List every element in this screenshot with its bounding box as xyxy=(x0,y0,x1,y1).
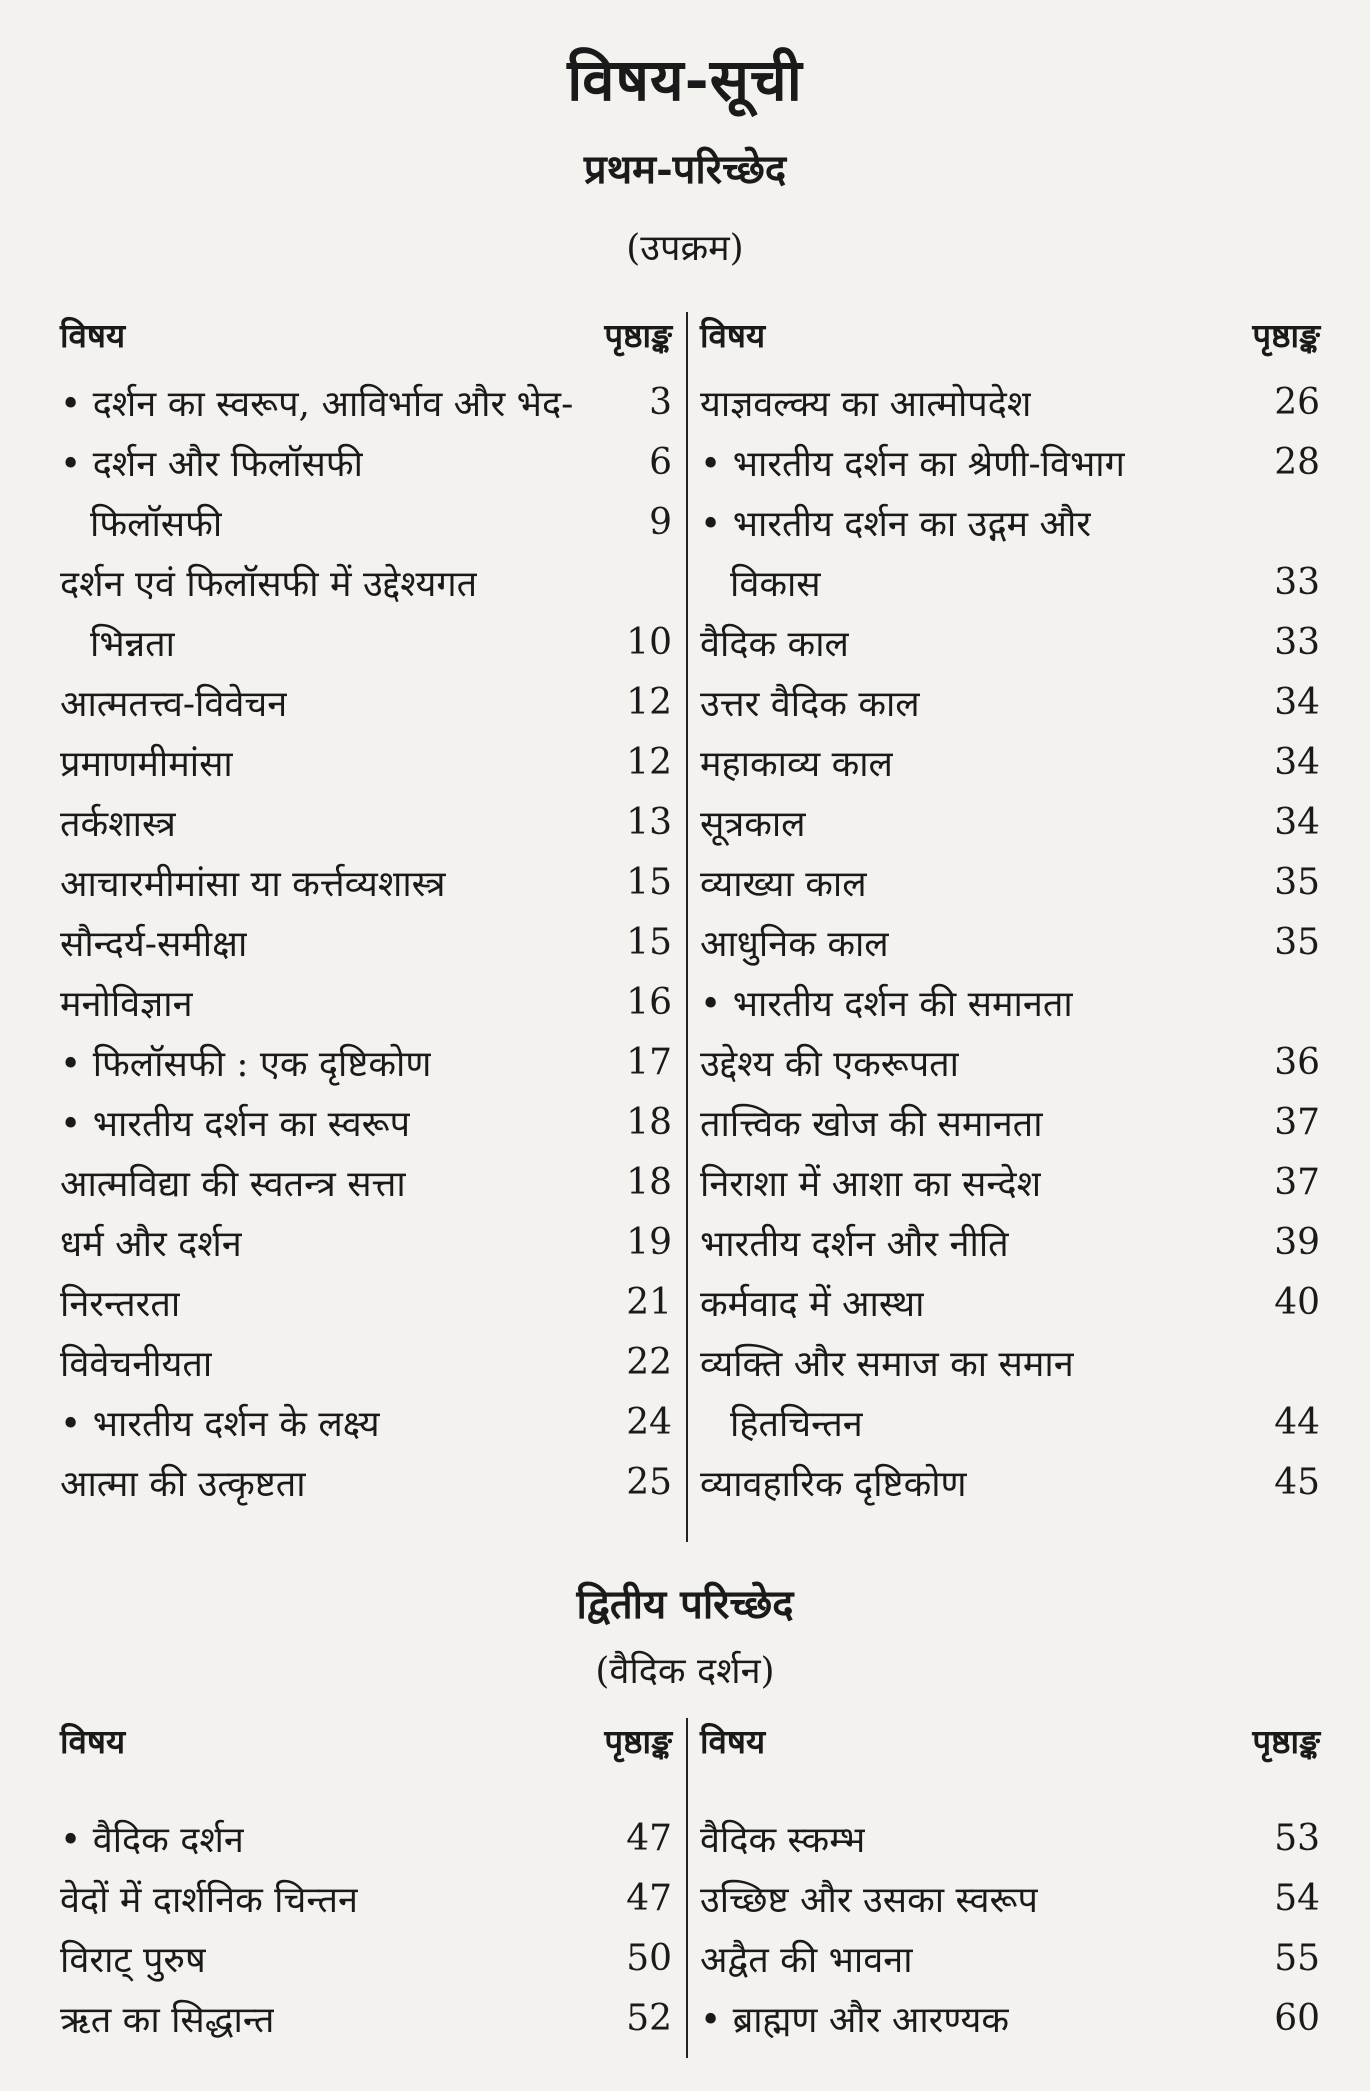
toc-entry-page: 3 xyxy=(649,381,672,423)
toc-entry-title: विकास xyxy=(730,563,821,605)
toc-entry xyxy=(60,1452,672,1512)
toc-entry xyxy=(700,1452,1320,1512)
toc-entry-page: 12 xyxy=(626,681,672,723)
toc-entry-page: 53 xyxy=(1274,1817,1320,1859)
toc-entry-title: याज्ञवल्क्य का आत्मोपदेश xyxy=(700,383,1032,425)
toc-entry-title: उद्देश्य की एकरूपता xyxy=(700,1043,960,1085)
toc-entry-page: 26 xyxy=(1274,381,1320,423)
toc-entry-page: 18 xyxy=(626,1101,672,1143)
column-header xyxy=(60,1718,672,1808)
toc-entry xyxy=(60,492,672,552)
section-1-right-column xyxy=(700,312,1320,1512)
toc-entry-title: • भारतीय दर्शन की समानता xyxy=(700,978,1073,1027)
toc-entry-page: 35 xyxy=(1274,921,1320,963)
toc-entry-title: सौन्दर्य-समीक्षा xyxy=(60,923,248,965)
toc-entry-title: भिन्नता xyxy=(90,623,175,665)
toc-entry-page: 21 xyxy=(626,1281,672,1323)
header-page: पृष्ठाङ्क xyxy=(1252,1722,1320,1761)
toc-entry xyxy=(700,492,1320,552)
toc-entry-title: मनोविज्ञान xyxy=(60,983,193,1025)
toc-entry-page: 55 xyxy=(1274,1937,1320,1979)
toc-entry xyxy=(60,1332,672,1392)
toc-entry-page: 45 xyxy=(1274,1461,1320,1503)
toc-entry-title: तात्त्विक खोज की समानता xyxy=(700,1103,1043,1145)
toc-entry xyxy=(700,372,1320,432)
toc-entry-page: 33 xyxy=(1274,561,1320,603)
toc-entry-title: अद्वैत की भावना xyxy=(700,1939,913,1981)
toc-entry-page: 34 xyxy=(1274,741,1320,783)
column-header xyxy=(700,312,1320,372)
toc-entry-title: • भारतीय दर्शन का उद्गम और xyxy=(700,498,1091,547)
toc-entry-title: आत्मविद्या की स्वतन्त्र सत्ता xyxy=(60,1163,406,1205)
toc-entry-page: 16 xyxy=(626,981,672,1023)
toc-entry-title: आचारमीमांसा या कर्त्तव्यशास्त्र xyxy=(60,863,446,905)
toc-entry-page: 34 xyxy=(1274,681,1320,723)
toc-entry-title: महाकाव्य काल xyxy=(700,743,893,785)
header-topic: विषय xyxy=(60,316,126,355)
toc-entry-title: ऋत का सिद्धान्त xyxy=(60,1999,275,2041)
toc-entry xyxy=(60,912,672,972)
toc-entry-title: कर्मवाद में आस्था xyxy=(700,1283,925,1325)
toc-entry-title: प्रमाणमीमांसा xyxy=(60,743,233,785)
toc-entry-title: • दर्शन और फिलॉसफी xyxy=(60,438,363,487)
toc-entry xyxy=(700,972,1320,1032)
toc-entry xyxy=(60,1092,672,1152)
toc-entry-title: तर्कशास्त्र xyxy=(60,803,176,845)
section-2-title: द्वितीय परिच्छेद xyxy=(576,1581,794,1628)
toc-entry-title: व्यावहारिक दृष्टिकोण xyxy=(700,1463,967,1505)
toc-entry-page: 44 xyxy=(1274,1401,1320,1443)
toc-entry-title: निरन्तरता xyxy=(60,1283,181,1325)
toc-entry-page: 52 xyxy=(626,1997,672,2039)
toc-entry-title: हितचिन्तन xyxy=(730,1403,863,1445)
toc-entry-page: 6 xyxy=(649,441,672,483)
toc-entry-page: 35 xyxy=(1274,861,1320,903)
column-header xyxy=(700,1718,1320,1808)
toc-entry xyxy=(60,552,672,612)
toc-entry-page: 60 xyxy=(1274,1997,1320,2039)
toc-entry xyxy=(700,612,1320,672)
toc-entry xyxy=(60,1272,672,1332)
toc-entry-page: 15 xyxy=(626,921,672,963)
toc-entry xyxy=(60,612,672,672)
toc-entry-page: 34 xyxy=(1274,801,1320,843)
section-1-left-column xyxy=(60,312,672,1512)
toc-entry xyxy=(700,852,1320,912)
toc-entry-page: 28 xyxy=(1274,441,1320,483)
toc-entry-page: 37 xyxy=(1274,1101,1320,1143)
toc-entry-page: 17 xyxy=(626,1041,672,1083)
toc-entry-title: • भारतीय दर्शन के लक्ष्य xyxy=(60,1398,380,1447)
section-2-left-column xyxy=(60,1718,672,2048)
toc-entry-title: उच्छिष्ट और उसका स्वरूप xyxy=(700,1879,1038,1921)
toc-entry xyxy=(700,1272,1320,1332)
header-page: पृष्ठाङ्क xyxy=(604,1722,672,1761)
toc-entry-title: वैदिक काल xyxy=(700,623,849,665)
toc-entry-page: 22 xyxy=(626,1341,672,1383)
header-page: पृष्ठाङ्क xyxy=(604,316,672,355)
toc-entry-title: आत्मतत्त्व-विवेचन xyxy=(60,683,288,725)
toc-entry-title: उत्तर वैदिक काल xyxy=(700,683,920,725)
toc-entry-title: धर्म और दर्शन xyxy=(60,1223,242,1265)
toc-entry-title: • भारतीय दर्शन का स्वरूप xyxy=(60,1098,410,1147)
toc-entry xyxy=(60,732,672,792)
toc-entry-page: 25 xyxy=(626,1461,672,1503)
toc-entry xyxy=(700,1032,1320,1092)
toc-entry-page: 13 xyxy=(626,801,672,843)
toc-entry xyxy=(60,432,672,492)
toc-entry xyxy=(60,1392,672,1452)
toc-entry xyxy=(700,1392,1320,1452)
header-topic: विषय xyxy=(60,1722,126,1761)
section-2-subtitle: (वैदिक दर्शन) xyxy=(595,1651,775,1692)
toc-entry-page: 24 xyxy=(626,1401,672,1443)
toc-entry xyxy=(700,552,1320,612)
toc-entry-page: 33 xyxy=(1274,621,1320,663)
toc-entry xyxy=(60,792,672,852)
toc-entry-title: फिलॉसफी xyxy=(90,503,223,545)
toc-entry xyxy=(700,1808,1320,1868)
toc-entry xyxy=(700,1928,1320,1988)
toc-entry xyxy=(60,972,672,1032)
toc-entry-page: 10 xyxy=(626,621,672,663)
toc-entry xyxy=(60,1032,672,1092)
toc-entry xyxy=(60,372,672,432)
toc-entry xyxy=(60,1808,672,1868)
toc-entry xyxy=(700,792,1320,852)
toc-entry-title: आधुनिक काल xyxy=(700,923,889,965)
toc-entry-page: 18 xyxy=(626,1161,672,1203)
toc-entry-title: विराट् पुरुष xyxy=(60,1939,206,1981)
toc-entry-page: 15 xyxy=(626,861,672,903)
toc-entry xyxy=(700,912,1320,972)
toc-entry-page: 12 xyxy=(626,741,672,783)
toc-entry xyxy=(60,852,672,912)
toc-entry xyxy=(700,1868,1320,1928)
toc-entry xyxy=(60,1152,672,1212)
toc-entry-title: • वैदिक दर्शन xyxy=(60,1814,244,1863)
toc-entry-title: वैदिक स्कम्भ xyxy=(700,1819,866,1861)
toc-entry xyxy=(700,1212,1320,1272)
toc-entry-page: 50 xyxy=(626,1937,672,1979)
header-page: पृष्ठाङ्क xyxy=(1252,316,1320,355)
section-1-title: प्रथम-परिच्छेद xyxy=(583,146,787,193)
toc-entry xyxy=(60,1988,672,2048)
toc-entry xyxy=(700,1332,1320,1392)
toc-entry-page: 47 xyxy=(626,1877,672,1919)
toc-entry-page: 9 xyxy=(649,501,672,543)
toc-entry xyxy=(700,672,1320,732)
page-title: विषय-सूची xyxy=(567,46,803,114)
toc-entry-title: • फिलॉसफी : एक दृष्टिकोण xyxy=(60,1038,431,1087)
toc-entry-page: 40 xyxy=(1274,1281,1320,1323)
toc-entry xyxy=(700,1988,1320,2048)
toc-entry-page: 47 xyxy=(626,1817,672,1859)
toc-entry-title: • दर्शन का स्वरूप, आविर्भाव और भेद- xyxy=(60,378,573,427)
toc-entry-title: निराशा में आशा का सन्देश xyxy=(700,1163,1042,1205)
column-divider xyxy=(686,312,688,1542)
header-topic: विषय xyxy=(700,1722,766,1761)
header-topic: विषय xyxy=(700,316,766,355)
column-header xyxy=(60,312,672,372)
toc-entry xyxy=(700,732,1320,792)
toc-entry-title: • भारतीय दर्शन का श्रेणी-विभाग xyxy=(700,438,1125,487)
toc-entry xyxy=(60,1868,672,1928)
toc-entry-title: • ब्राह्मण और आरण्यक xyxy=(700,1994,1009,2043)
toc-entry-page: 54 xyxy=(1274,1877,1320,1919)
toc-entry-title: सूत्रकाल xyxy=(700,803,806,845)
toc-entry-title: आत्मा की उत्कृष्टता xyxy=(60,1463,306,1505)
section-2-right-column xyxy=(700,1718,1320,2048)
toc-entry xyxy=(60,1928,672,1988)
section-1-subtitle: (उपक्रम) xyxy=(626,228,744,269)
toc-entry-title: व्याख्या काल xyxy=(700,863,867,905)
toc-entry-title: वेदों में दार्शनिक चिन्तन xyxy=(60,1879,358,1921)
toc-entry xyxy=(700,432,1320,492)
toc-entry-page: 39 xyxy=(1274,1221,1320,1263)
toc-entry-title: दर्शन एवं फिलॉसफी में उद्देश्यगत xyxy=(60,563,478,605)
toc-entry-title: व्यक्ति और समाज का समान xyxy=(700,1343,1074,1385)
toc-entry xyxy=(700,1152,1320,1212)
toc-entry-title: विवेचनीयता xyxy=(60,1343,213,1385)
toc-entry-page: 36 xyxy=(1274,1041,1320,1083)
toc-entry-title: भारतीय दर्शन और नीति xyxy=(700,1223,1009,1265)
toc-entry xyxy=(60,672,672,732)
column-divider xyxy=(686,1718,688,2058)
toc-entry-page: 37 xyxy=(1274,1161,1320,1203)
toc-entry-page: 19 xyxy=(626,1221,672,1263)
toc-entry xyxy=(700,1092,1320,1152)
toc-entry xyxy=(60,1212,672,1272)
